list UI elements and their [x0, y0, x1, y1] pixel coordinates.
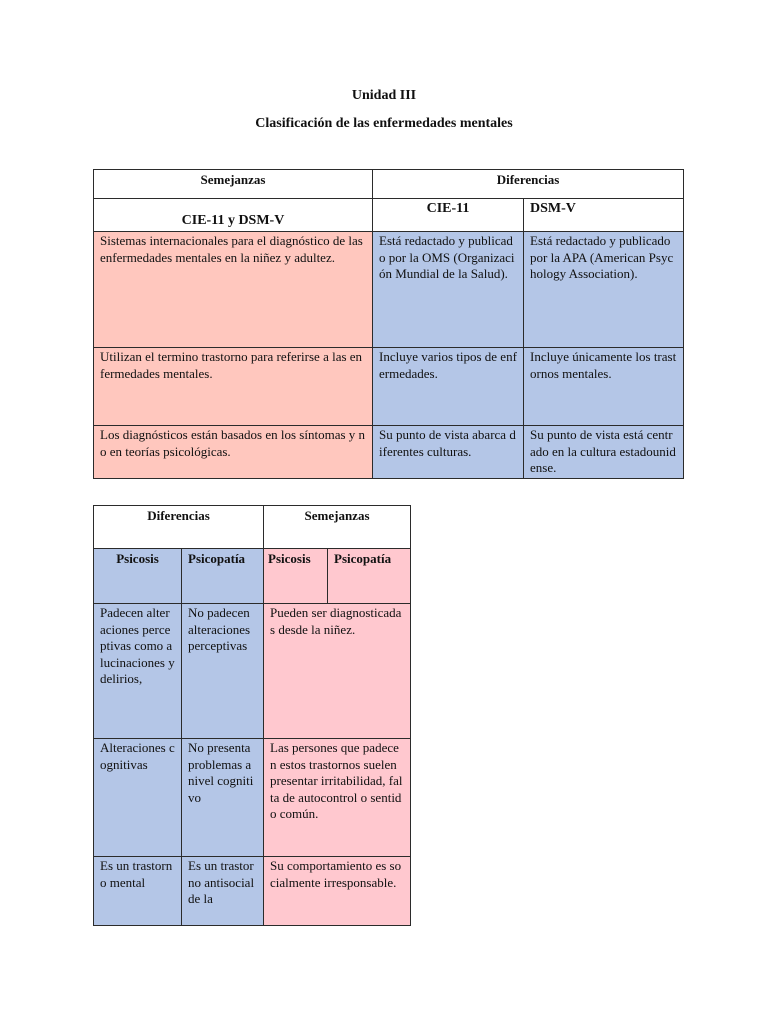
table-cell-psicosis: Es un trastorno mental [94, 857, 182, 926]
comparison-table-cie-dsm [93, 169, 684, 479]
subheader-psicopatia-semejanza: Psicopatía [328, 549, 411, 604]
subheader-cie-dsm: CIE-11 y DSM-V [94, 199, 373, 232]
header-diferencias: Diferencias [94, 506, 264, 549]
table-cell-psicopatia: No presenta problemas a nivel cognitivo [182, 739, 264, 857]
table-cell-psicosis: Padecen alteraciones perceptivas como alucinaciones y delirios, [94, 604, 182, 739]
comparison-table-psicosis-psicopatia [93, 505, 411, 926]
table-cell-psicopatia: Es un trastorno antisocial de la [182, 857, 264, 926]
table-cell-semejanza: Las persones que padecen estos trastornos suelen presentar irritabilidad, falta de autocontrol o sentido común. [264, 739, 411, 857]
subheader-psicopatia: Psicopatía [182, 549, 264, 604]
table-cell-psicopatia: No padecen alteraciones perceptivas [182, 604, 264, 739]
document-title: Unidad III [351, 88, 417, 103]
table-cell-cie: Está redactado y publicado por la OMS (Organización Mundial de la Salud). [373, 232, 524, 348]
table-cell-dsm: Incluye únicamente los trastornos mentales. [524, 348, 684, 426]
header-diferencias: Diferencias [373, 170, 684, 199]
table-cell-semejanza: Utilizan el termino trastorno para referirse a las enfermedades mentales. [94, 348, 373, 426]
subheader-dsm: DSM-V [524, 199, 684, 232]
table-cell-semejanza: Los diagnósticos están basados en los síntomas y no en teorías psicológicas. [94, 426, 373, 479]
table-cell-dsm: Está redactado y publicado por la APA (American Psychology Association). [524, 232, 684, 348]
subheader-cie: CIE-11 [373, 199, 524, 232]
table-cell-cie: Incluye varios tipos de enfermedades. [373, 348, 524, 426]
table-cell-semejanza: Su comportamiento es socialmente irresponsable. [264, 857, 411, 926]
header-semejanzas: Semejanzas [94, 170, 373, 199]
document-subtitle: Clasificación de las enfermedades mentales [255, 116, 513, 131]
header-semejanzas: Semejanzas [264, 506, 411, 549]
subheader-psicosis-semejanza: Psicosis [264, 549, 328, 604]
subheader-psicosis: Psicosis [94, 549, 182, 604]
table-cell-cie: Su punto de vista abarca diferentes culturas. [373, 426, 524, 479]
table-cell-psicosis: Alteraciones cognitivas [94, 739, 182, 857]
table-cell-semejanza: Sistemas internacionales para el diagnóstico de las enfermedades mentales en la niñez y adultez. [94, 232, 373, 348]
table-cell-semejanza: Pueden ser diagnosticadas desde la niñez. [264, 604, 411, 739]
table-cell-dsm: Su punto de vista está centrado en la cultura estadounidense. [524, 426, 684, 479]
